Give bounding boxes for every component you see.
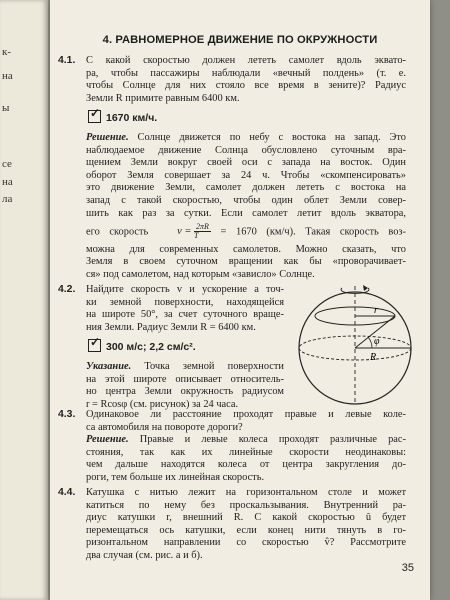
text-line: Катушка с нитью лежит на горизонтальном столе и может — [86, 487, 406, 498]
text-line: чтобы Солнце для них стояло все время в зените)? Радиус — [86, 80, 406, 92]
text-line: ния Земли. Радиус Земли R = 6400 км. — [86, 321, 256, 333]
label-R: R — [370, 352, 377, 363]
answer-text: 300 м/с; 2,2 см/с². — [106, 341, 196, 354]
text-span: = 1670 (км/ч). Такая скорость воз- — [220, 226, 406, 238]
margin-fragment: ы — [2, 102, 10, 114]
text-line: шить как раз за сутки. Если самолет летит вдоль экватора, — [86, 207, 406, 219]
answer-text: 1670 км/ч. — [106, 112, 158, 125]
text-line: на этой широте описывает относитель- — [86, 373, 284, 385]
text-line: Найдите скорость v и ускорение a точ- — [86, 284, 284, 295]
text-line: наблюдаемое движение Солнца обусловлено суточным вра- — [86, 144, 406, 156]
page-number: 35 — [401, 562, 414, 574]
text-line: диус катушки r, внешний R. С какой скоростью û будет — [86, 512, 406, 524]
text-line: Земля в своем суточном вращении как бы «проворачивает- — [86, 256, 406, 268]
angle-arc — [368, 337, 372, 348]
margin-fragment: ла — [2, 193, 13, 205]
problem-4-3 — [86, 409, 406, 485]
solution-label: Решение. — [86, 131, 129, 143]
margin-fragment: се — [2, 158, 12, 170]
problem-number: 4.4. — [58, 487, 76, 498]
facing-page-edge — [0, 0, 48, 600]
problem-4-2 — [86, 284, 284, 411]
problem-4-4 — [86, 487, 406, 563]
text-span: Точка земной поверхности — [144, 360, 284, 372]
fraction — [194, 223, 211, 240]
solution-label: Решение. — [86, 434, 129, 446]
text-line: Одинаковое ли расстояние проходят правые и левые коле- — [86, 409, 406, 420]
margin-fragment: на — [2, 176, 13, 188]
text-line: стояния, так как их линейные скорости неодинаковы: — [86, 446, 406, 458]
label-r: r — [374, 305, 378, 316]
margin-fragment: на — [2, 70, 13, 82]
text-line: Земли R примите равным 6400 км. — [86, 92, 240, 104]
text-line: запад с такой скоростью, чтобы один облет Земли совер- — [86, 194, 406, 206]
text-span: его скорость — [86, 226, 149, 238]
text-line: ки земной поверхности, находящейся — [86, 296, 284, 308]
answer-row — [88, 339, 284, 355]
hint-label: Указание. — [86, 360, 132, 372]
text-line: r = Rcosφ (см. рисунок) за 24 часа. — [86, 398, 239, 410]
text-line: на широте 50°, за счет суточного враще- — [86, 309, 284, 321]
problem-number: 4.1. — [58, 55, 76, 66]
problem-number: 4.3. — [58, 409, 76, 420]
text-line: два случая (см. рис. a и б). — [86, 549, 203, 561]
text-line: са автомобиля на повороте дороги? — [86, 421, 243, 433]
text-span: Правые и левые колеса проходят различные рас- — [139, 434, 406, 446]
numerator: 2πR — [196, 222, 209, 232]
formula-lhs: v = — [177, 226, 192, 238]
denominator: T — [194, 231, 199, 241]
chapter-header: 4. РАВНОМЕРНОЕ ДВИЖЕНИЕ ПО ОКРУЖНОСТИ — [102, 34, 378, 46]
book-page — [50, 0, 430, 600]
text-line: ся» под самолетом, над которым «зависло» Солнце. — [86, 268, 315, 280]
text-line — [86, 434, 406, 447]
text-line: оборот Земля совершает за 24 ч. Чтобы «скомпенсировать» — [86, 169, 406, 181]
text-line: роги, тем больше их линейная скорость. — [86, 471, 265, 483]
text-line — [86, 132, 406, 145]
text-span: Солнце движется по небу с востока на запад. Это — [137, 131, 406, 143]
answer-row — [88, 110, 406, 126]
sphere-figure — [290, 282, 420, 412]
text-line: можна для современных самолетов. Можно сказать, что — [86, 243, 406, 255]
text-line: перемещаться ось катушки, если конец нити тянуть в го- — [86, 524, 406, 536]
text-line: С какой скоростью должен лететь самолет вдоль эквато- — [86, 55, 406, 66]
problem-number: 4.2. — [58, 284, 76, 295]
arrowhead-icon — [363, 285, 368, 291]
text-line: ра, чтобы пассажиры наблюдали «вечный полдень» (т. е. — [86, 67, 406, 79]
text-line: но центра Земли окружность радиусом — [86, 386, 284, 398]
margin-fragment: к- — [2, 46, 12, 58]
text-line: щением Земли вокруг своей оси с запада на восток. Один — [86, 157, 406, 169]
text-line: ризонтальном направлении со скоростью v̂? Рассмотрите — [86, 537, 406, 549]
formula — [177, 223, 211, 241]
formula-line — [86, 223, 406, 241]
checkmark-icon — [88, 339, 101, 352]
text-line: катиться по нему без проскальзывания. Внутренний ра- — [86, 499, 406, 511]
text-line — [86, 361, 284, 374]
checkmark-icon — [88, 110, 101, 123]
text-line: чем дальше находятся колеса от центра закругления до- — [86, 459, 406, 471]
text-line: это движение Земли, самолет должен лететь с востока на — [86, 182, 406, 194]
problem-4-1 — [86, 55, 406, 281]
label-phi: φ — [374, 336, 380, 347]
